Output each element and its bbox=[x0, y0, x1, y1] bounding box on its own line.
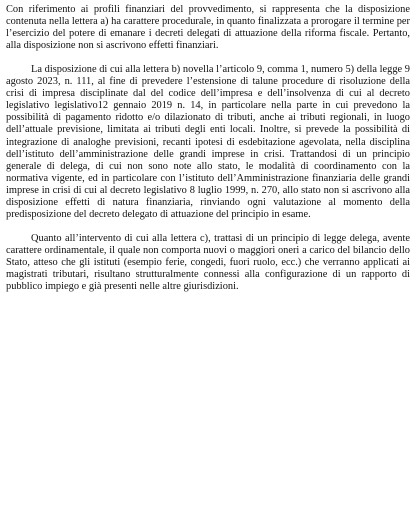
paragraph-letter-b: La disposizione di cui alla lettera b) novella l’articolo 9, comma 1, numero 5) della legge 9 agosto 2023, n. 111, al fine di prevedere l’estensione di talune procedure di risoluzione della crisi di impresa disciplinate dal del codice dell’impresa e dell’insolvenza di cui al decreto legislativo legislativo12 gennaio 2019 n. 14, in particolare nella parte in cui prevedono la possibilità di pagamento ridotto e/o dilazionato di tributi, anche ai tributi regionali, in luogo dell’attuale previsione, limitata ai tributi degli enti locali. Inoltre, si prevede la possibilità di integrazione di analoghe previsioni, recanti ipotesi di esdebitazione agevolata, nella disciplina dell’istituto dell’amministrazione delle grandi imprese in crisi. Trattandosi di un principio generale di delega, di cui non sono note allo stato, le modalità di coordinamento con la normativa vigente, ed in particolare con l’istituto dell’Amministrazione finanziaria delle grandi imprese in crisi di cui al decreto legislativo 8 luglio 1999, n. 270, allo stato non si ascrivono alla disposizione effetti di natura finanziaria, rinviando ogni valutazione al momento della predisposizione del decreto delegato di attuazione del principio in esame. bbox=[6, 64, 410, 220]
document-page bbox=[6, 4, 410, 305]
paragraph-financial-profiles: Con riferimento ai profili finanziari del provvedimento, si rappresenta che la disposizione contenuta nella lettera a) ha carattere procedurale, in quanto finalizzata a prorogare il termine per l’esercizio del potere di emanare i decreti delegati di attuazione della riforma fiscale. Pertanto, alla disposizione non si ascrivono effetti finanziari. bbox=[6, 4, 410, 52]
paragraph-letter-c: Quanto all’intervento di cui alla lettera c), trattasi di un principio di legge delega, avente carattere ordinamentale, il quale non comporta nuovi o maggiori oneri a carico del bilancio dello Stato, atteso che gli istituti (esempio ferie, congedi, fuori ruolo, ecc.) che verranno applicati ai magistrati tributari, risultano strutturalmente connessi alla configurazione di un rapporto di pubblico impiego e già presenti nelle altre giurisdizioni. bbox=[6, 232, 410, 293]
